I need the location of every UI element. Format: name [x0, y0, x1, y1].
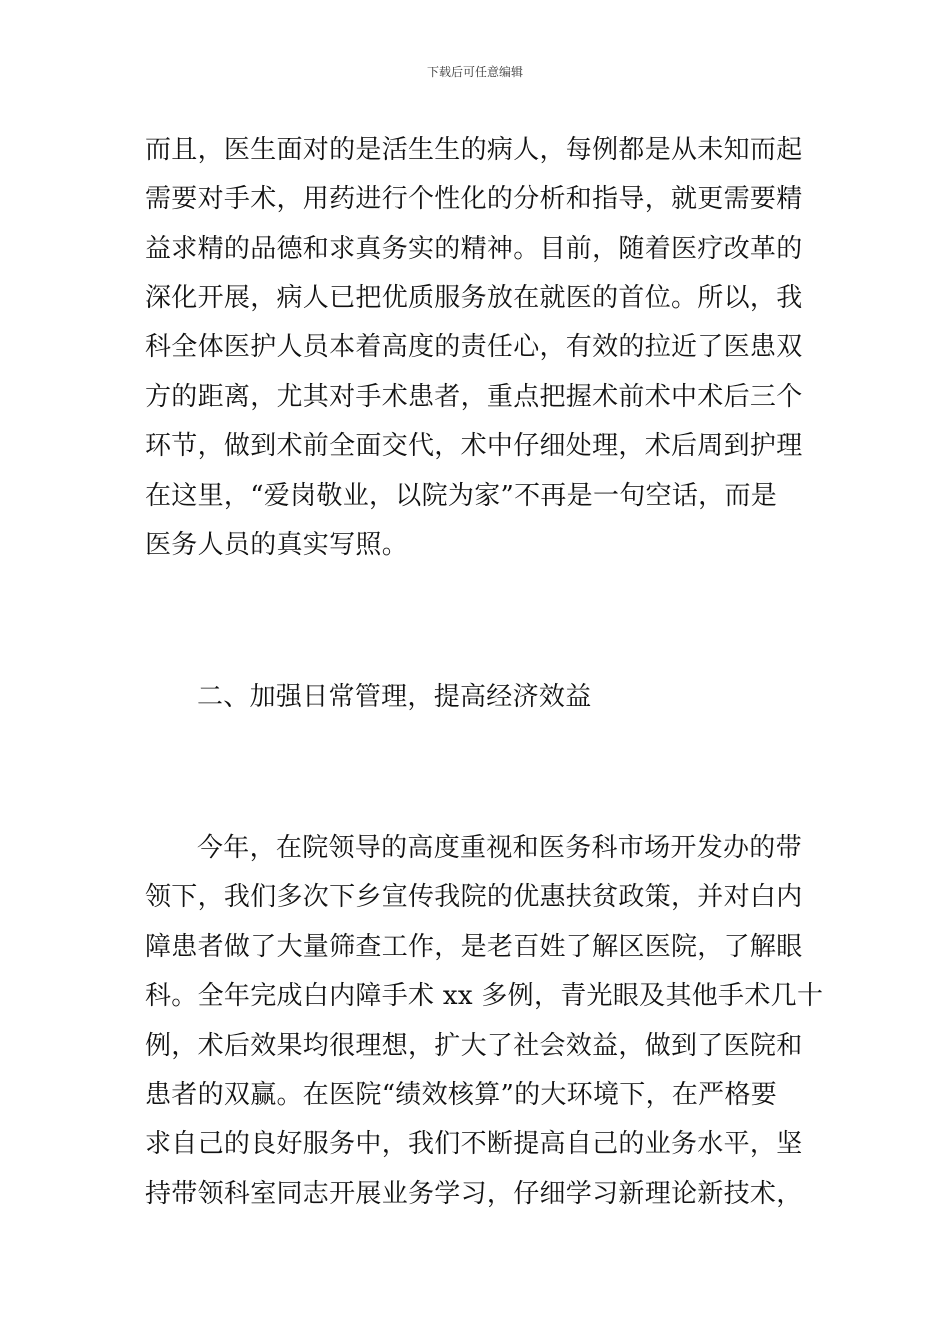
- paragraph-1-line-3: 益求精的品德和求真务实的精神。目前，随着医疗改革的: [145, 234, 803, 264]
- page-header-note: 下载后可任意编辑: [426, 65, 523, 79]
- paragraph-2-line-6: 患者的双赢。在医院“绩效核算”的大环境下，在严格要: [145, 1080, 778, 1110]
- section-heading: 二、加强日常管理，提高经济效益: [197, 682, 592, 712]
- paragraph-1-line-9: 医务人员的真实写照。: [145, 530, 409, 560]
- paragraph-2-line-1: 今年，在院领导的高度重视和医务科市场开发办的带: [197, 833, 802, 863]
- paragraph-1-line-5: 科全体医护人员本着高度的责任心，有效的拉近了医患双: [145, 332, 803, 362]
- paragraph-1-line-8: 在这里，“爱岗敬业，以院为家”不再是一句空话，而是: [145, 481, 778, 511]
- paragraph-1-line-6: 方的距离，尤其对手术患者，重点把握术前术中术后三个: [145, 382, 803, 412]
- paragraph-1-line-4: 深化开展，病人已把优质服务放在就医的首位。所以，我: [145, 283, 803, 313]
- paragraph-1-line-2: 需要对手术，用药进行个性化的分析和指导，就更需要精: [145, 184, 803, 214]
- paragraph-2-line-7: 求自己的良好服务中，我们不断提高自己的业务水平，坚: [145, 1129, 803, 1159]
- paragraph-1-line-1: 而且，医生面对的是活生生的病人，每例都是从未知而起: [145, 135, 803, 165]
- paragraph-2-line-4: 科。全年完成白内障手术 xx 多例，青光眼及其他手术几十: [145, 981, 824, 1011]
- paragraph-2-line-5: 例，术后效果均很理想，扩大了社会效益，做到了医院和: [145, 1031, 803, 1061]
- paragraph-2-line-3: 障患者做了大量筛查工作，是老百姓了解区医院，了解眼: [145, 932, 803, 962]
- paragraph-2-line-2: 领下，我们多次下乡宣传我院的优惠扶贫政策，并对白内: [145, 882, 803, 912]
- paragraph-1-line-7: 环节，做到术前全面交代，术中仔细处理，术后周到护理: [145, 431, 803, 461]
- paragraph-2-line-8: 持带领科室同志开展业务学习，仔细学习新理论新技术，: [145, 1179, 803, 1209]
